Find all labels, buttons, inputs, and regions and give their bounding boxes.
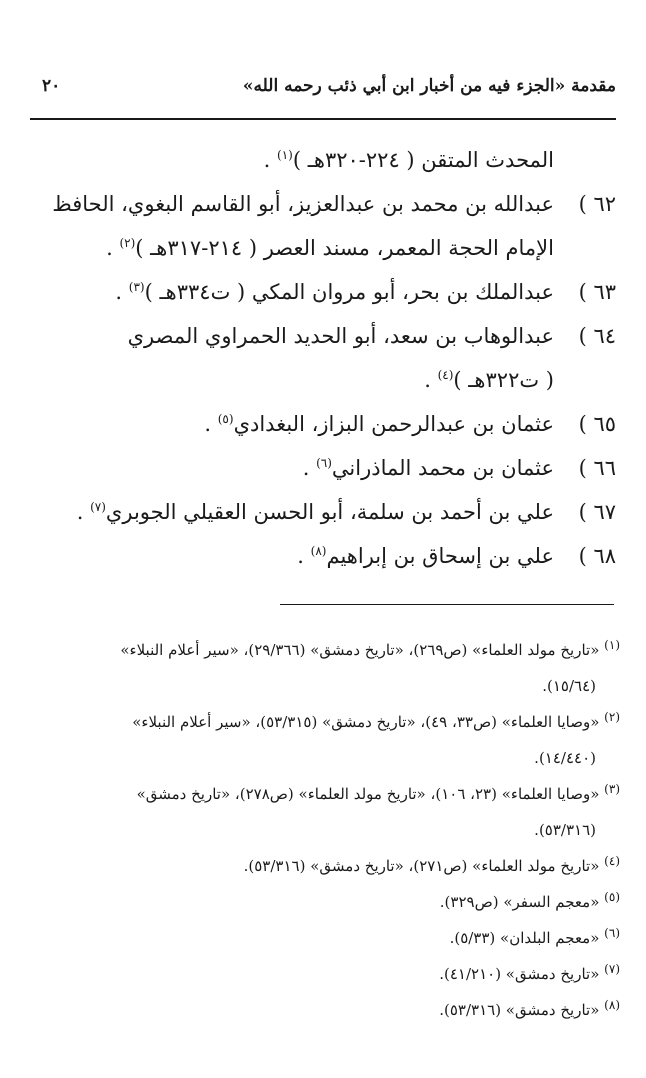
- footnote-marker: (٤): [604, 854, 620, 868]
- entry-number: ٦٣ ): [578, 280, 616, 304]
- footnote-ref: (٢): [119, 236, 136, 250]
- list-item: [26, 226, 616, 270]
- list-item: [26, 358, 616, 402]
- footnote-ref: (٨): [310, 544, 327, 558]
- entry-number: ٦٨ ): [578, 544, 616, 568]
- entry-text: الإمام الحجة المعمر، مسند العصر ( ٢١٤-٣١٧هـ )$^{(٢)}$ .: [106, 236, 554, 260]
- entry-number: ٦٥ ): [578, 412, 616, 436]
- footnote-marker: (١): [604, 638, 620, 652]
- footnote-marker: (٢): [604, 710, 620, 724]
- footnote: $^{(٤)}$ «تاريخ مولد العلماء» (ص٢٧١)، «تاريخ دمشق» (٥٣/٣١٦).: [243, 854, 620, 875]
- entry-text: علي بن أحمد بن سلمة، أبو الحسن العقيلي الجوبري$^{(٧)}$ .: [76, 500, 554, 524]
- footnote: $^{(٣)}$ «وصايا العلماء» (٢٣، ١٠٦)، «تاريخ مولد العلماء» (ص٢٧٨)، «تاريخ دمشق» (٥٣/٣١٦).: [136, 782, 620, 839]
- footnote: $^{(٧)}$ «تاريخ دمشق» (٤١/٢١٠).: [439, 962, 620, 983]
- entries-list: [26, 138, 616, 578]
- page-number: ٢٠: [42, 76, 61, 96]
- footnote-divider: [280, 604, 614, 605]
- footnote: $^{(٢)}$ «وصايا العلماء» (ص٣٣، ٤٩)، «تاريخ دمشق» (٥٣/٣١٥)، «سير أعلام النبلاء» (١٤/٤٤٠).: [132, 710, 620, 767]
- entry-number: ٦٦ ): [578, 456, 616, 480]
- list-item: [26, 138, 616, 182]
- entry-text: ( ت٣٢٢هـ )$^{(٤)}$ .: [424, 368, 554, 392]
- footnote-ref: (٤): [437, 368, 454, 382]
- footnote: $^{(٦)}$ «معجم البلدان» (٥/٣٣).: [449, 926, 620, 947]
- footnotes: [26, 632, 620, 1028]
- page-header: [30, 76, 616, 110]
- entry-text: عبدالوهاب بن سعد، أبو الحديد الحمراوي المصري: [127, 324, 554, 348]
- entry-text: علي بن إسحاق بن إبراهيم$^{(٨)}$ .: [297, 544, 554, 568]
- footnote-ref: (٧): [90, 500, 106, 514]
- footnote-ref: (٦): [316, 456, 332, 470]
- footnote: $^{(١)}$ «تاريخ مولد العلماء» (ص٢٦٩)، «تاريخ دمشق» (٢٩/٣٦٦)، «سير أعلام النبلاء» (١٥/٦٤).: [120, 638, 620, 695]
- entry-number: ٦٤ ): [578, 324, 616, 348]
- footnote-marker: (٦): [604, 926, 620, 940]
- list-item: [26, 490, 616, 534]
- list-item: [26, 270, 616, 314]
- footnote-marker: (٥): [604, 890, 620, 904]
- running-title: مقدمة «الجزء فيه من أخبار ابن أبي ذئب رحمه الله»: [242, 76, 616, 96]
- footnote: $^{(٥)}$ «معجم السفر» (ص٣٢٩).: [439, 890, 620, 911]
- entry-text: عثمان بن محمد الماذراني$^{(٦)}$ .: [302, 456, 554, 480]
- entry-number: ٦٢ ): [578, 192, 616, 216]
- entry-text: عبدالله بن محمد بن عبدالعزيز، أبو القاسم البغوي، الحافظ: [52, 192, 554, 216]
- entry-text: عبدالملك بن بحر، أبو مروان المكي ( ت٣٣٤هـ )$^{(٣)}$ .: [115, 280, 554, 304]
- footnote-marker: (٨): [604, 998, 620, 1012]
- list-item: [26, 182, 616, 226]
- entry-text: عثمان بن عبدالرحمن البزاز، البغدادي$^{(٥)}$ .: [204, 412, 554, 436]
- footnote-marker: (٣): [604, 782, 620, 796]
- list-item: [26, 402, 616, 446]
- list-item: [26, 534, 616, 578]
- list-item: [26, 314, 616, 358]
- footnote-marker: (٧): [604, 962, 620, 976]
- footnote-ref: (٥): [217, 412, 234, 426]
- header-rule: [30, 118, 616, 120]
- footnote-ref: (١): [277, 148, 293, 162]
- footnote: $^{(٨)}$ «تاريخ دمشق» (٥٣/٣١٦).: [439, 998, 620, 1019]
- entry-number: ٦٧ ): [578, 500, 616, 524]
- entry-text: المحدث المتقن ( ٢٢٤-٣٢٠هـ )$^{(١)}$ .: [263, 148, 554, 172]
- footnote-ref: (٣): [128, 280, 145, 294]
- list-item: [26, 446, 616, 490]
